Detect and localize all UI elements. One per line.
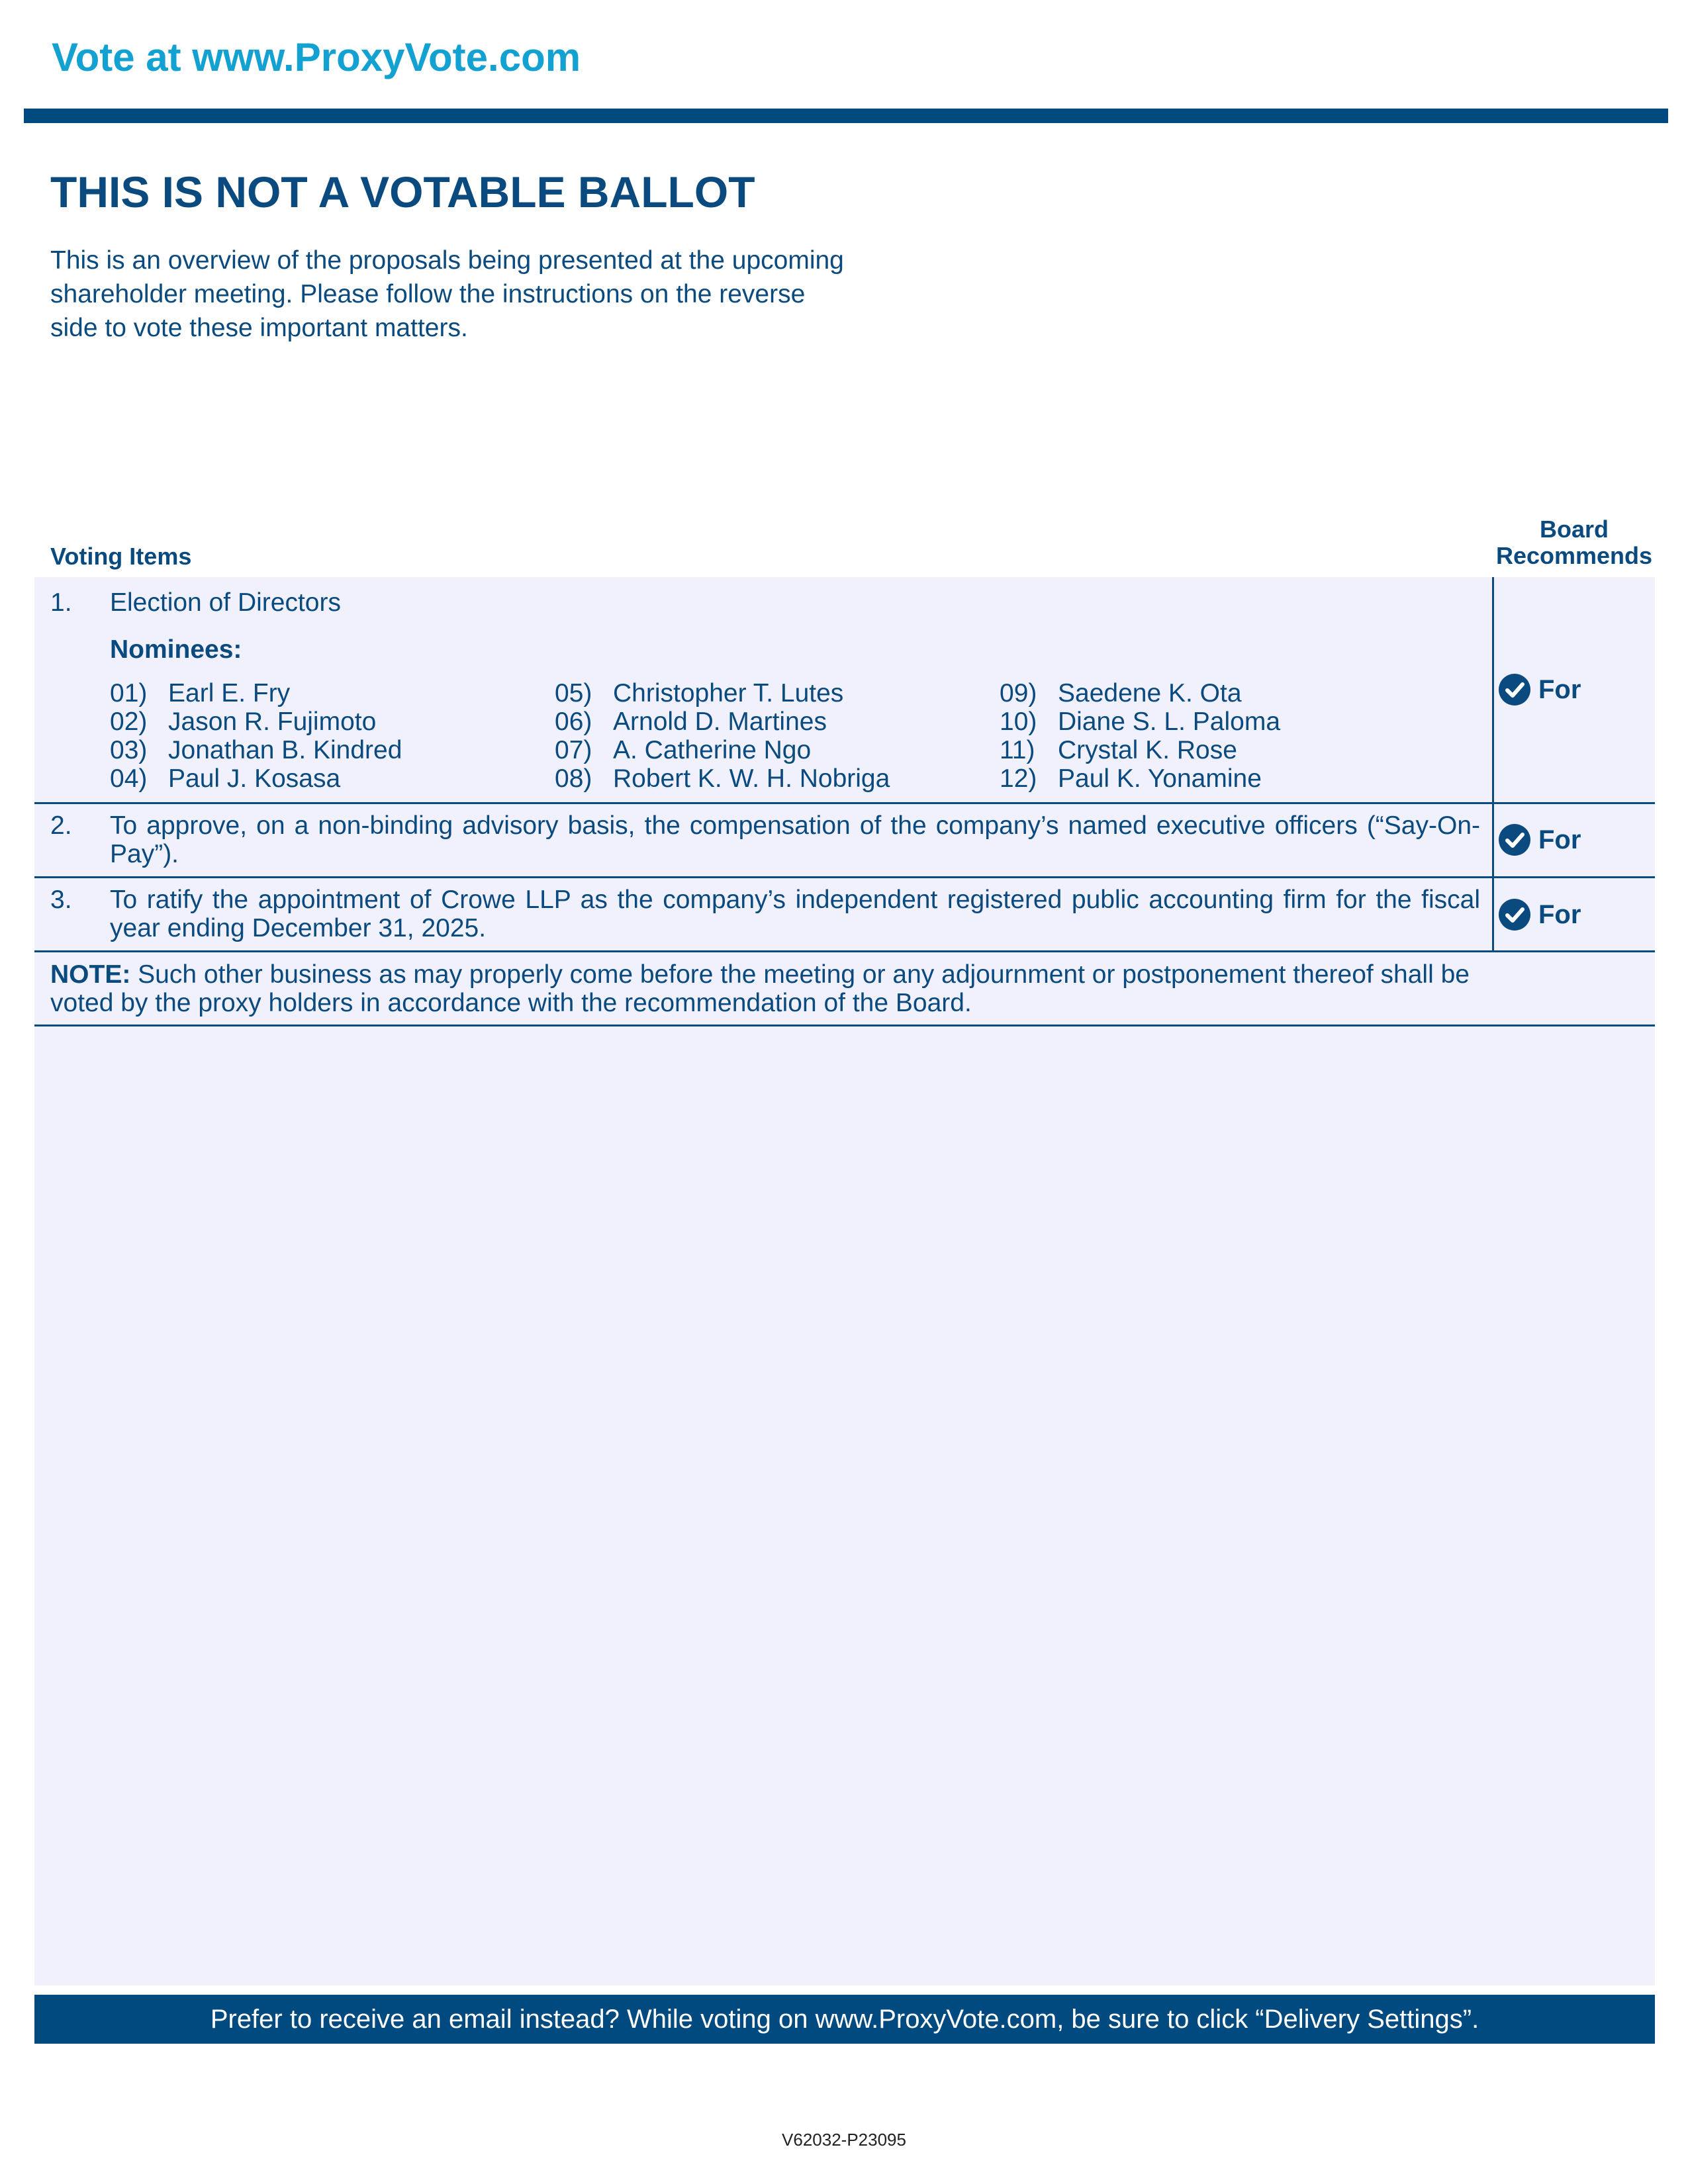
nominee-number: 11): [1000, 736, 1035, 764]
nominee-item: [110, 707, 402, 736]
nominee-item: [110, 764, 402, 793]
item-1-text: Election of Directors: [110, 588, 341, 617]
recommendation-label: For: [1538, 899, 1581, 929]
nominee-name: Diane S. L. Paloma: [1058, 707, 1281, 736]
document-code: V62032-P23095: [782, 2130, 906, 2150]
nominee-name: Arnold D. Martines: [613, 707, 827, 736]
item-2-recommendation: [1499, 824, 1581, 856]
nominee-column-2: [555, 679, 890, 793]
intro-paragraph: This is an overview of the proposals being presented at the upcoming shareholder meeting. Please follow the instructions on the reverse side to vote these important matters.: [50, 246, 844, 342]
nominee-name: Saedene K. Ota: [1058, 679, 1242, 707]
nominee-item: [1000, 679, 1280, 707]
nominee-number: 04): [110, 764, 148, 793]
nominee-name: Crystal K. Rose: [1058, 736, 1237, 764]
nominee-name: A. Catherine Ngo: [613, 736, 812, 764]
nominee-name: Robert K. W. H. Nobriga: [613, 764, 890, 793]
delivery-settings-banner: Prefer to receive an email instead? While voting on www.ProxyVote.com, be sure to click “Delivery Settings”.: [34, 1995, 1655, 2044]
nominee-item: [555, 679, 890, 707]
proxyvote-link[interactable]: Vote at www.ProxyVote.com: [52, 35, 581, 79]
item-2-text: To approve, on a non-binding advisory basis, the compensation of the company’s named executive officers (“Say-On-Pay”).: [110, 811, 1480, 868]
note-body: Such other business as may properly come before the meeting or any adjournment or postponement thereof shall be voted by the proxy holders in accordance with the recommendation of the Board.: [50, 960, 1470, 1017]
item-3-text: To ratify the appointment of Crowe LLP as the company’s independent registered public accounting firm for the fiscal year ending December 31, 2025.: [110, 886, 1480, 942]
item-2-number: 2.: [50, 811, 72, 840]
nominee-name: Paul J. Kosasa: [168, 764, 341, 793]
nominee-number: 10): [1000, 707, 1037, 736]
recommendation-label: For: [1538, 674, 1581, 704]
voting-items-header: Voting Items: [50, 543, 192, 570]
nominee-number: 12): [1000, 764, 1037, 793]
check-circle-icon: [1499, 674, 1530, 705]
nominee-number: 05): [555, 679, 592, 707]
item-1-recommendation: [1499, 674, 1581, 705]
recommend-column-divider-3: [1492, 877, 1494, 950]
item-3-recommendation: [1499, 899, 1581, 931]
header-rule: [24, 109, 1668, 123]
nominee-number: 06): [555, 707, 592, 736]
nominee-name: Paul K. Yonamine: [1058, 764, 1262, 793]
nominee-item: [555, 707, 890, 736]
nominee-number: 03): [110, 736, 148, 764]
check-circle-icon: [1499, 899, 1530, 931]
board-recommends-header: [1483, 516, 1665, 569]
nominee-name: Earl E. Fry: [168, 679, 291, 707]
nominee-name: Jason R. Fujimoto: [168, 707, 377, 736]
nominee-name: Jonathan B. Kindred: [168, 736, 402, 764]
nominee-item: [1000, 764, 1280, 793]
nominee-number: 01): [110, 679, 148, 707]
check-circle-icon: [1499, 824, 1530, 856]
board-header-line2: Recommends: [1495, 542, 1653, 569]
nominee-number: 07): [555, 736, 592, 764]
nominee-item: [110, 679, 402, 707]
nominee-column-1: [110, 679, 402, 793]
page-title: THIS IS NOT A VOTABLE BALLOT: [50, 167, 755, 216]
nominees-label: Nominees:: [110, 635, 242, 664]
nominee-name: Christopher T. Lutes: [613, 679, 844, 707]
nominee-item: [1000, 736, 1280, 764]
recommend-column-divider: [1492, 577, 1494, 876]
nominee-number: 09): [1000, 679, 1037, 707]
nominee-column-3: [1000, 679, 1280, 793]
item-3-number: 3.: [50, 886, 72, 914]
item-1-number: 1.: [50, 588, 72, 617]
nominee-item: [555, 764, 890, 793]
recommendation-label: For: [1538, 825, 1581, 854]
nominee-item: [1000, 707, 1280, 736]
nominee-number: 08): [555, 764, 592, 793]
board-header-line1: Board: [1539, 516, 1609, 543]
nominee-item: [110, 736, 402, 764]
note-text: [50, 960, 1479, 1017]
nominee-item: [555, 736, 890, 764]
nominee-number: 02): [110, 707, 148, 736]
note-label: NOTE:: [50, 960, 131, 989]
